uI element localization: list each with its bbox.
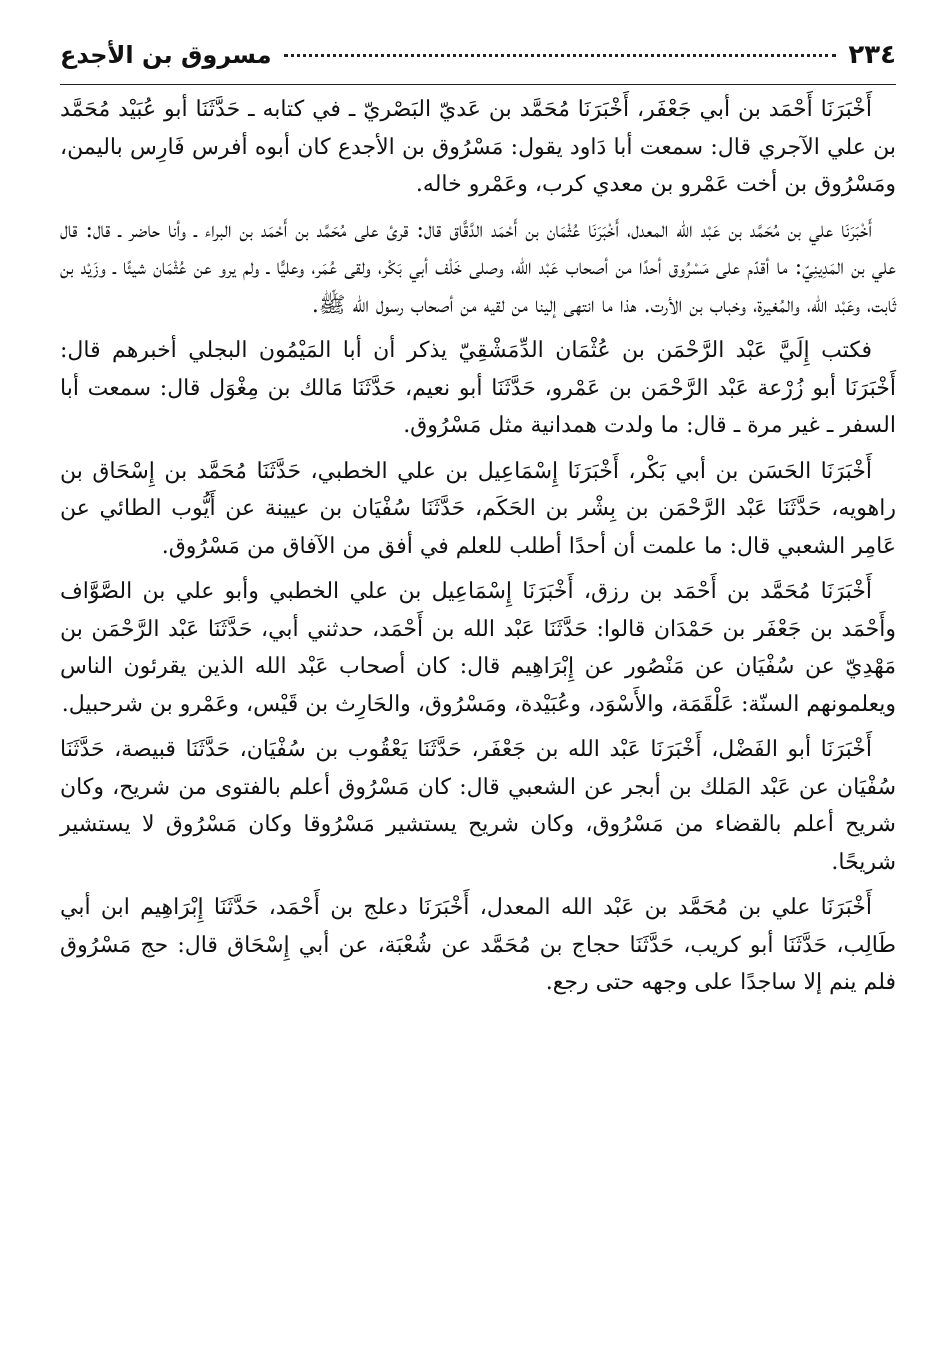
running-title: مسروق بن الأجدع — [60, 41, 272, 69]
dotted-leader — [284, 54, 837, 57]
page-number: ٢٣٤ — [848, 40, 896, 70]
paragraph: أَخْبَرَنَا علي بن مُحَمَّد بن عَبْد الله المعدل، أَخْبَرَنَا دعلج بن أَحْمَد، حَدَّثَنَا إِبْرَاهِيم ابن أبي طَالِب، حَدَّثَنَا أبو كريب، حَدَّثَنَا حجاج بن مُحَمَّد عن شُعْبَة، عن أبي إِسْحَاق قال: حج مَسْرُوق فلم ينم إلا ساجدًا على وجهه حتى رجع. — [60, 895, 897, 995]
book-page — [60, 40, 896, 1010]
paragraph: فكتب إِلَيَّ عَبْد الرَّحْمَن بن عُثْمَان الدِّمَشْقِيّ يذكر أن أبا المَيْمُون البجلي أخبرهم قال: أَخْبَرَنَا أبو زُرْعة عَبْد الرَّحْمَن بن عَمْرو، حَدَّثَنَا أبو نعيم، حَدَّثَنَا مَالك بن مِغْوَل قال: سمعت أبا السفر ـ غير مرة ـ قال: ما ولدت همدانية مثل مَسْرُوق. — [60, 338, 896, 438]
page-body — [60, 91, 896, 1002]
paragraph: أَخْبَرَنَا أبو الفَضْل، أَخْبَرَنَا عَبْد الله بن جَعْفَر، حَدَّثَنَا يَعْقُوب بن سُفْيَان، حَدَّثَنَا قبيصة، حَدَّثَنَا سُفْيَان عن عَبْد المَلك بن أبجر عن الشعبي قال: كان مَسْرُوق أعلم بالفتوى من شريح، وكان شريح أعلم بالقضاء من مَسْرُوق، وكان شريح يستشير مَسْرُوقا وكان مَسْرُوق لا يستشير شريحًا. — [60, 737, 896, 875]
paragraph: أَخْبَرَنَا مُحَمَّد بن أَحْمَد بن رزق، أَخْبَرَنَا إِسْمَاعِيل بن علي الخطبي وأبو علي بن الصَّوَّاف وأَحْمَد بن جَعْفَر بن حَمْدَان قالوا: حَدَّثَنَا عَبْد الله بن أَحْمَد، حدثني أبي، حَدَّثَنَا عَبْد الرَّحْمَن بن مَهْدِيّ عن سُفْيَان عن مَنْصُور عن إِبْرَاهِيم قال: كان أصحاب عَبْد الله الذين يقرئون الناس ويعلمونهم السنّة: عَلْقَمَة، والأَسْوَد، وعُبَيْدة، ومَسْرُوق، والحَارِث بن قَيْس، وعَمْرو بن شرحبيل. — [60, 579, 896, 717]
page-header — [60, 40, 896, 85]
paragraph: أَخْبَرَنَا أَحْمَد بن أبي جَعْفَر، أَخْبَرَنَا مُحَمَّد بن عَديّ البَصْريّ ـ في كتابه ـ حَدَّثَنَا أبو عُبَيْد مُحَمَّد بن علي الآجري قال: سمعت أبا دَاود يقول: مَسْرُوق بن الأجدع كان أبوه أفرس فَارِس باليمن، ومَسْرُوق بن أخت عَمْرو بن معدي كرب، وعَمْرو خاله. — [60, 97, 896, 197]
paragraph: أَخْبَرَنَا الحَسَن بن أبي بَكْر، أَخْبَرَنَا إِسْمَاعِيل بن علي الخطبي، حَدَّثَنَا مُحَمَّد بن إِسْحَاق بن راهويه، حَدَّثَنَا عَبْد الرَّحْمَن بن بِشْر بن الحَكَم، حَدَّثَنَا سُفْيَان بن عيينة عن أَيُّوب الطائي عن عَامِر الشعبي قال: ما علمت أن أحدًا أطلب للعلم في أفق من الآفاق من مَسْرُوق. — [60, 458, 896, 559]
paragraph: أَخْبَرَنَا علي بن مُحَمَّد بن عَبْد الله المعدل، أَخْبَرَنَا عُثْمَان بن أَحْمَد الدَّقَّاق قال: قرئ على مُحَمَّد بن أَحْمَد بن البراء ـ وأنا حاضر ـ قال: قال علي بن المَدِينِيّ: ما أقدّم على مَسْرُوق أحدًا من أصحاب عَبْد الله، وصلى خَلْف أبي بَكْر، ولقى عُمَر، وعليًّا ـ ولم يرو عن عُثْمَان شيئًا ـ وزَيْد بن ثَابت، وعَبْد الله، والمُغيرة، وخباب بن الأرت. هذا ما انتهى إلينا من لقيه من أصحاب رسول الله ﷺ. — [60, 217, 896, 318]
